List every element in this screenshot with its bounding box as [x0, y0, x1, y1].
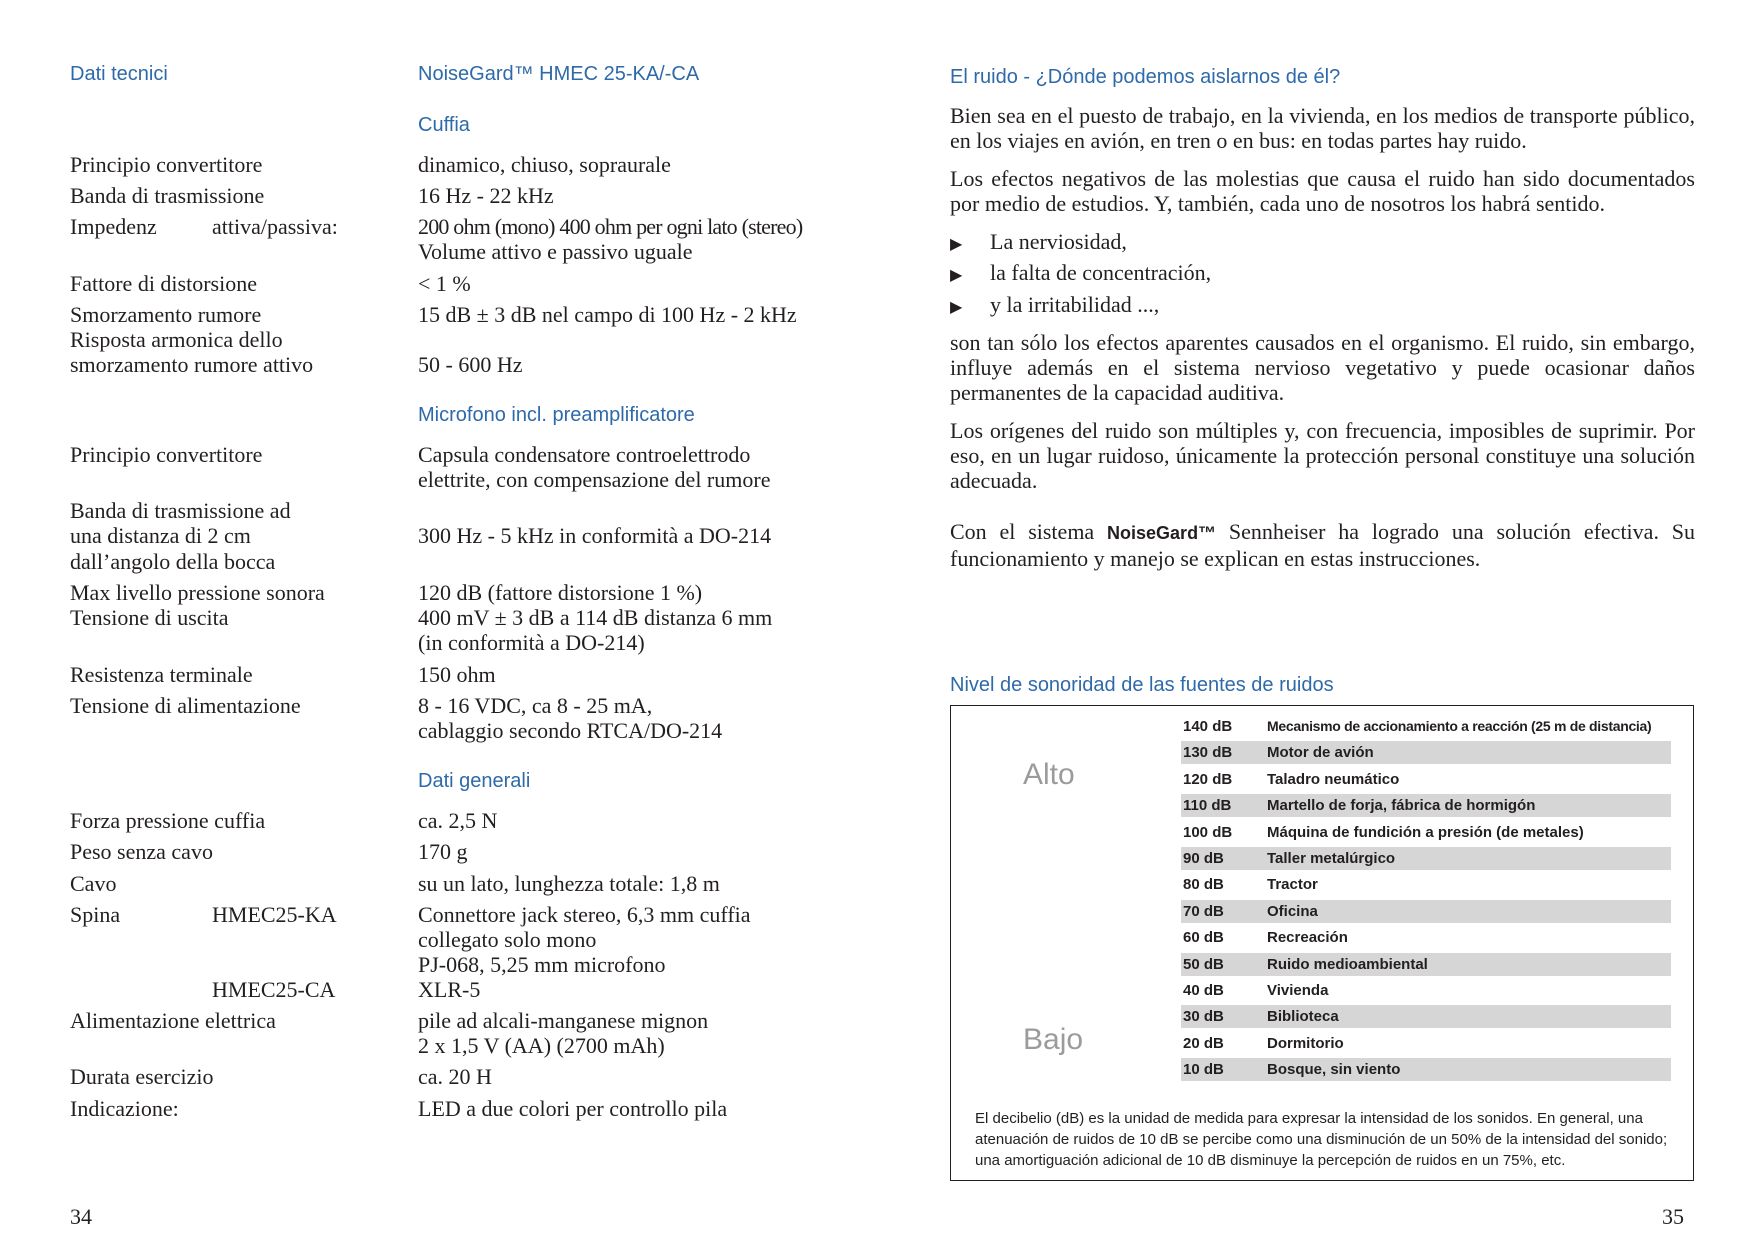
spec-value: ca. 2,5 N — [418, 808, 498, 833]
noise-source: Motor de avión — [1267, 744, 1374, 761]
table-row — [1181, 794, 1671, 817]
noise-source: Ruido medioambiental — [1267, 956, 1428, 973]
spec-value: XLR-5 — [418, 977, 481, 1002]
paragraph: Los efectos negativos de las molestias que causa el ruido han sido documentados por medio de estudios. Y, también, cada uno de nosotros los habrá sentido. — [950, 166, 1695, 216]
level-label-low: Bajo — [1023, 1023, 1084, 1056]
noise-source: Bosque, sin viento — [1267, 1061, 1401, 1078]
spec-label: Banda di trasmissione ad — [70, 498, 291, 523]
spec-value: 300 Hz - 5 kHz in conformità a DO-214 — [418, 523, 772, 548]
spec-value: 400 mV ± 3 dB a 114 dB distanza 6 mm — [418, 605, 773, 630]
paragraph: Bien sea en el puesto de trabajo, en la vivienda, en los medios de transporte público, en los viajes en avión, en tren o en bus: en todas partes hay ruido. — [950, 103, 1695, 153]
table-row — [1181, 741, 1671, 764]
spec-value: 50 - 600 Hz — [418, 352, 523, 377]
spec-label: Principio convertitore — [70, 152, 263, 177]
paragraph: son tan sólo los efectos aparentes causados en el organismo. El ruido, sin embargo, influye además en el sistema nervioso vegetativo y puede ocasionar daños permanentes de la capacidad auditiva. — [950, 330, 1695, 405]
decibel-value: 60 dB — [1183, 929, 1224, 946]
table-row — [1181, 1005, 1671, 1028]
paragraph: Los orígenes del ruido son múltiples y, con frecuencia, imposibles de suprimir. Por eso, en un lugar ruidoso, únicamente la protección personal constituye una solución adecuada. — [950, 418, 1695, 493]
spec-label: dall’angolo della bocca — [70, 549, 276, 574]
paragraph-text: Con el sistema — [950, 519, 1095, 544]
spec-value: 8 - 16 VDC, ca 8 - 25 mA, — [418, 693, 653, 718]
decibel-value: 50 dB — [1183, 956, 1224, 973]
bullet-text: la falta de concentración, — [990, 260, 1212, 285]
table-row — [1181, 768, 1671, 791]
bullet-item — [950, 260, 1211, 288]
section-heading-cuffia: Cuffia — [418, 114, 470, 136]
noise-source: Vivienda — [1267, 982, 1329, 999]
spec-value: 200 ohm (mono) 400 ohm per ogni lato (stereo) — [418, 214, 803, 239]
bullet-arrow-icon: ▶ — [950, 236, 963, 253]
table-row — [1181, 900, 1671, 923]
spec-label: Cavo — [70, 871, 117, 896]
spec-value: 170 g — [418, 839, 468, 864]
table-row — [1181, 1032, 1671, 1055]
table-row — [1181, 953, 1671, 976]
decibel-value: 10 dB — [1183, 1061, 1224, 1078]
spec-value: 16 Hz - 22 kHz — [418, 183, 554, 208]
paragraph-text: Sennheiser ha logrado una solución efectiva. Su funcionamiento y manejo se explican en estas instrucciones. — [950, 519, 1695, 571]
noise-source: Mecanismo de accionamiento a reacción (25 m de distancia) — [1267, 718, 1652, 734]
noise-source: Máquina de fundición a presión (de metales) — [1267, 824, 1584, 841]
spec-label: Resistenza terminale — [70, 662, 253, 687]
noise-source: Martello de forja, fábrica de hormigón — [1267, 797, 1536, 814]
paragraph — [950, 519, 1695, 571]
table-row — [1181, 821, 1671, 844]
table-row — [1181, 979, 1671, 1002]
section-heading-microfono: Microfono incl. preamplificatore — [418, 404, 695, 426]
table-row — [1181, 1058, 1671, 1081]
spec-value: Connettore jack stereo, 6,3 mm cuffia — [418, 902, 751, 927]
spec-value: ca. 20 H — [418, 1064, 492, 1089]
table-row — [1181, 847, 1671, 870]
bullet-item — [950, 292, 1159, 320]
spec-value: pile ad alcali-manganese mignon — [418, 1008, 709, 1033]
table-note: El decibelio (dB) es la unidad de medida para expresar la intensidad de los sonidos. En general, una atenuación de ruidos de 10 dB se percibe como una disminución de un 50% de la intensidad del sonido; una amortiguación adicional de 10 dB disminuye la percepción de ruidos en un 75%, etc. — [975, 1110, 1668, 1169]
decibel-value: 40 dB — [1183, 982, 1224, 999]
spec-value: Volume attivo e passivo uguale — [418, 239, 693, 264]
bullet-arrow-icon: ▶ — [950, 299, 963, 316]
spec-value: 120 dB (fattore distorsione 1 %) — [418, 580, 703, 605]
bullet-text: La nerviosidad, — [990, 229, 1127, 254]
decibel-value: 110 dB — [1183, 797, 1232, 814]
spec-label: Smorzamento rumore — [70, 302, 262, 327]
spec-label: Forza pressione cuffia — [70, 808, 266, 833]
spec-label: Tensione di alimentazione — [70, 693, 301, 718]
decibel-value: 120 dB — [1183, 771, 1233, 788]
spec-value: collegato solo mono — [418, 927, 597, 952]
spec-value: Capsula condensatore controelettrodo — [418, 442, 751, 467]
bullet-arrow-icon: ▶ — [950, 267, 963, 284]
spec-label: Principio convertitore — [70, 442, 263, 467]
spec-value: 15 dB ± 3 dB nel campo di 100 Hz - 2 kHz — [418, 302, 797, 327]
decibel-value: 80 dB — [1183, 876, 1224, 893]
product-name: NoiseGard™ HMEC 25-KA/-CA — [418, 63, 700, 85]
decibel-value: 20 dB — [1183, 1035, 1224, 1052]
section-heading-generali: Dati generali — [418, 770, 531, 792]
spec-value: PJ-068, 5,25 mm microfono — [418, 952, 666, 977]
spec-value: (in conformità a DO-214) — [418, 630, 645, 655]
spec-value: 150 ohm — [418, 662, 496, 687]
spec-value: LED a due colori per controllo pila — [418, 1096, 728, 1121]
spec-label: smorzamento rumore attivo — [70, 352, 314, 377]
spec-value: dinamico, chiuso, sopraurale — [418, 152, 671, 177]
decibel-value: 130 dB — [1183, 744, 1233, 761]
spec-label: Durata esercizio — [70, 1064, 214, 1089]
page-title-right: El ruido - ¿Dónde podemos aislarnos de él? — [950, 66, 1341, 88]
noise-source: Dormitorio — [1267, 1035, 1344, 1052]
spec-value: < 1 % — [418, 271, 471, 296]
bullet-text: y la irritabilidad ..., — [990, 292, 1160, 317]
decibel-value: 140 dB — [1183, 718, 1233, 735]
decibel-value: 100 dB — [1183, 824, 1233, 841]
spec-label: Fattore di distorsione — [70, 271, 257, 296]
table-title: Nivel de sonoridad de las fuentes de ruidos — [950, 674, 1334, 696]
brand-name: NoiseGard™ — [1107, 523, 1217, 543]
level-label-high: Alto — [1023, 758, 1075, 791]
noise-source: Taladro neumático — [1267, 771, 1400, 788]
table-row — [1181, 715, 1671, 738]
spec-label: Max livello pressione sonora — [70, 580, 325, 605]
spec-label: una distanza di 2 cm — [70, 523, 251, 548]
noise-source: Recreación — [1267, 929, 1348, 946]
spec-label: Risposta armonica dello — [70, 327, 283, 352]
noise-source: Biblioteca — [1267, 1008, 1339, 1025]
spec-value: cablaggio secondo RTCA/DO-214 — [418, 718, 723, 743]
page-title-left: Dati tecnici — [70, 63, 168, 85]
spec-value: su un lato, lunghezza totale: 1,8 m — [418, 871, 720, 896]
decibel-value: 30 dB — [1183, 1008, 1224, 1025]
decibel-value: 90 dB — [1183, 850, 1224, 867]
spec-sublabel: HMEC25-CA — [212, 977, 336, 1002]
spec-label: Spina — [70, 902, 121, 927]
spec-label: Indicazione: — [70, 1096, 179, 1121]
noise-source: Taller metalúrgico — [1267, 850, 1396, 867]
noise-source: Tractor — [1267, 876, 1318, 893]
table-row — [1181, 926, 1671, 949]
spec-sublabel: HMEC25-KA — [212, 902, 337, 927]
table-row — [1181, 873, 1671, 896]
spec-label: Alimentazione elettrica — [70, 1008, 276, 1033]
page-number-left: 34 — [70, 1204, 92, 1229]
decibel-value: 70 dB — [1183, 903, 1224, 920]
bullet-item — [950, 229, 1127, 257]
spec-label: Tensione di uscita — [70, 605, 229, 630]
noise-source: Oficina — [1267, 903, 1318, 920]
spec-sublabel: attiva/passiva: — [212, 214, 338, 239]
spec-value: elettrite, con compensazione del rumore — [418, 467, 771, 492]
spec-label: Peso senza cavo — [70, 839, 213, 864]
page-number-right: 35 — [1662, 1204, 1684, 1229]
spec-value: 2 x 1,5 V (AA) (2700 mAh) — [418, 1033, 665, 1058]
spec-label: Banda di trasmissione — [70, 183, 265, 208]
spec-label: Impedenz — [70, 214, 157, 239]
